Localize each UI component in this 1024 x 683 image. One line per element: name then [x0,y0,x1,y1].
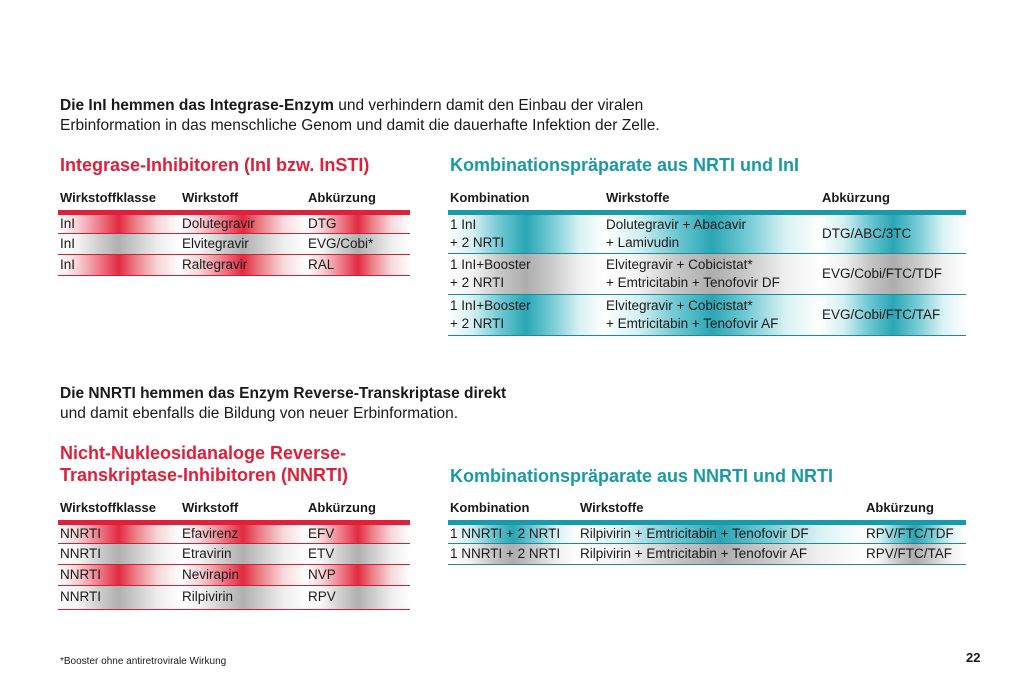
drug-class-cell: InI [58,233,180,254]
abbreviation-cell: RAL [306,254,410,275]
abbreviation-cell: NVP [306,564,410,585]
drug-cell: Raltegravir [180,254,306,275]
intro-bold-text: Die InI hemmen das Integrase-Enzym [60,97,334,114]
drug-cell: Efavirenz [180,522,306,543]
drug-class-cell: NNRTI [58,522,180,543]
column-header: Abkürzung [820,188,966,212]
column-header: Wirkstoffklasse [58,498,180,522]
table-header-row [448,188,966,212]
table-row [58,254,410,275]
drug-class-cell: NNRTI [58,564,180,585]
table-header-row [58,188,410,212]
table-header-row [448,498,966,522]
column-header: Wirkstoffklasse [58,188,180,212]
drug-cell: Elvitegravir [180,233,306,254]
combination-cell: 1 InI+Booster + 2 NRTI [448,294,604,335]
integrase-inhibitors-table [58,188,410,276]
column-header: Abkürzung [864,498,966,522]
drugs-cell: Rilpivirin + Emtricitabin + Tenofovir AF [578,543,864,564]
abbreviation-cell: RPV/FTC/TDF [864,522,966,543]
column-header: Wirkstoff [180,498,306,522]
table-row [58,585,410,609]
abbreviation-cell: ETV [306,543,410,564]
table-row [448,522,966,543]
nrti-ini-combination-table [448,188,966,336]
combination-cell: 1 InI + 2 NRTI [448,212,604,253]
intro-paragraph-integrase: Die InI hemmen das Integrase-Enzym und verhindern damit den Einbau der viralen Erbinformation in das menschliche Genom und damit die dauerhafte Infektion der Zelle. [60,97,660,134]
column-header: Kombination [448,498,578,522]
drugs-cell: Elvitegravir + Cobicistat* + Emtricitabin + Tenofovir DF [604,253,820,294]
combination-cell: 1 InI+Booster + 2 NRTI [448,253,604,294]
drugs-cell: Rilpivirin + Emtricitabin + Tenofovir DF [578,522,864,543]
column-header: Wirkstoff [180,188,306,212]
drugs-cell: Elvitegravir + Cobicistat* + Emtricitabin + Tenofovir AF [604,294,820,335]
column-header: Abkürzung [306,498,410,522]
column-header: Wirkstoffe [578,498,864,522]
drug-class-cell: InI [58,254,180,275]
intro-bold-text: Die NNRTI hemmen das Enzym Reverse-Transkriptase direkt [60,385,507,402]
abbreviation-cell: RPV [306,585,410,609]
drug-class-cell: InI [58,212,180,233]
abbreviation-cell: RPV/FTC/TAF [864,543,966,564]
table-row [448,253,966,294]
nrti-ini-combination-heading: Kombinationspräparate aus NRTI und InI [450,155,800,175]
abbreviation-cell: DTG/ABC/3TC [820,212,966,253]
table-row [448,212,966,253]
abbreviation-cell: EFV [306,522,410,543]
integrase-inhibitors-heading: Integrase-Inhibitoren (InI bzw. InSTI) [60,155,370,175]
abbreviation-cell: EVG/Cobi/FTC/TAF [820,294,966,335]
table-row [448,294,966,335]
intro-paragraph-nnrti: Die NNRTI hemmen das Enzym Reverse-Transkriptase direkt und damit ebenfalls die Bildung von neuer Erbinformation. [60,385,507,422]
drugs-cell: Dolutegravir + Abacavir + Lamivudin [604,212,820,253]
nnrti-nrti-combination-heading: Kombinationspräparate aus NNRTI und NRTI [450,466,834,486]
table-row [58,233,410,254]
table-row [448,543,966,564]
column-header: Kombination [448,188,604,212]
column-header: Abkürzung [306,188,410,212]
abbreviation-cell: EVG/Cobi/FTC/TDF [820,253,966,294]
page-number: 22 [966,650,981,665]
drug-cell: Etravirin [180,543,306,564]
table-row [58,543,410,564]
table-row [58,212,410,233]
drug-cell: Dolutegravir [180,212,306,233]
abbreviation-cell: EVG/Cobi* [306,233,410,254]
nnrti-nrti-combination-table [448,498,966,565]
drug-cell: Rilpivirin [180,585,306,609]
column-header: Wirkstoffe [604,188,820,212]
nnrti-heading: Nicht-Nukleosidanaloge Reverse- Transkriptase-Inhibitoren (NNRTI) [60,443,349,485]
table-row [58,564,410,585]
drug-class-cell: NNRTI [58,585,180,609]
drug-cell: Nevirapin [180,564,306,585]
combination-cell: 1 NNRTI + 2 NRTI [448,543,578,564]
drug-class-cell: NNRTI [58,543,180,564]
table-row [58,522,410,543]
booster-footnote: *Booster ohne antiretrovirale Wirkung [60,656,227,667]
table-header-row [58,498,410,522]
combination-cell: 1 NNRTI + 2 NRTI [448,522,578,543]
nnrti-table [58,498,410,610]
abbreviation-cell: DTG [306,212,410,233]
